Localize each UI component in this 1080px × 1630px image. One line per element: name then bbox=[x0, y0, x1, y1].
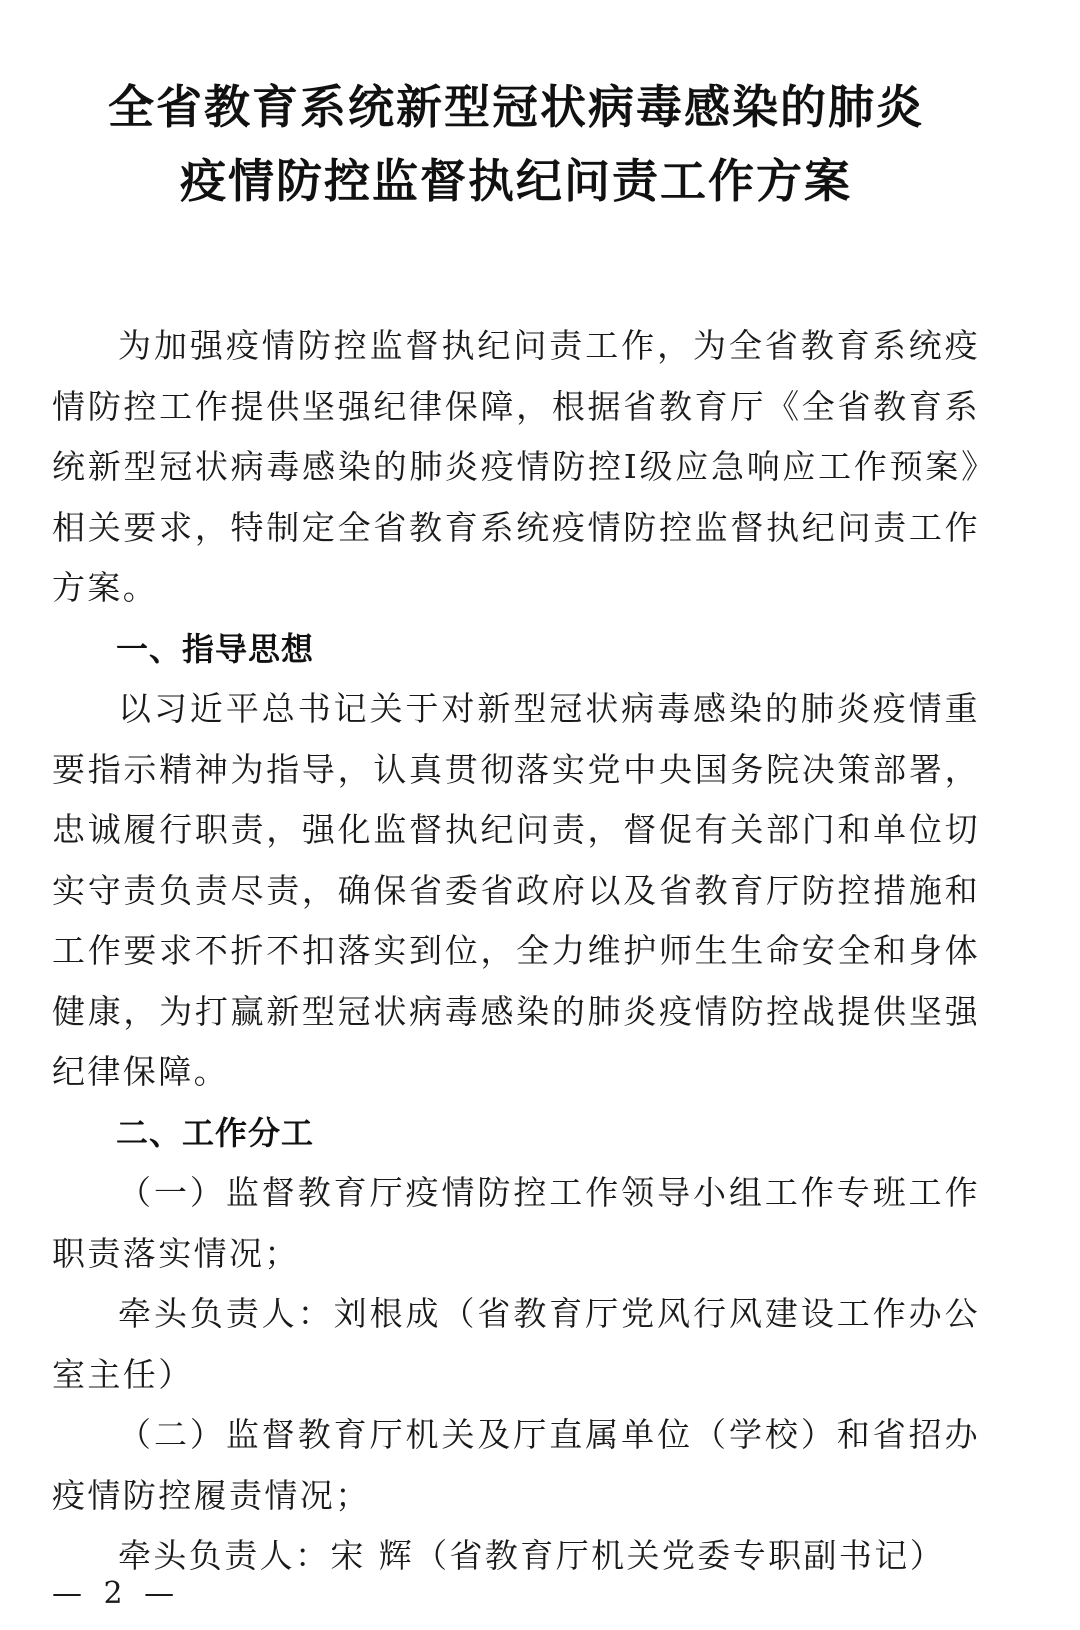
title-line-1: 全省教育系统新型冠状病毒感染的肺炎 bbox=[108, 80, 924, 134]
title-line-2: 疫情防控监督执纪问责工作方案 bbox=[180, 154, 852, 208]
page-number: — 2 — bbox=[52, 1576, 181, 1611]
section-2-item-2: （二）监督教育厅机关及厅直属单位（学校）和省招办疫情防控履责情况； bbox=[52, 1415, 980, 1515]
section-1-paragraph: 以习近平总书记关于对新型冠状病毒感染的肺炎疫情重要指示精神为指导，认真贯彻落实党中央国务院决策部署，忠诚履行职责，强化监督执纪问责，督促有关部门和单位切实守责负责尽责，确保省委省政府以及省教育厅防控措施和工作要求不折不扣落实到位，全力维护师生生命安全和身体健康，为打赢新型冠状病毒感染的肺炎疫情防控战提供坚强纪律保障。 bbox=[52, 689, 980, 1091]
document-title bbox=[52, 0, 980, 218]
section-2-heading: 二、工作分工 bbox=[116, 1113, 315, 1152]
section-1-heading: 一、指导思想 bbox=[116, 629, 315, 668]
document-body bbox=[52, 316, 980, 1587]
intro-paragraph: 为加强疫情防控监督执纪问责工作，为全省教育系统疫情防控工作提供坚强纪律保障，根据省教育厅《全省教育系统新型冠状病毒感染的肺炎疫情防控Ⅰ级应急响应工作预案》相关要求，特制定全省教育系统疫情防控监督执纪问责工作方案。 bbox=[52, 326, 980, 607]
section-2-item-1: （一）监督教育厅疫情防控工作领导小组工作专班工作职责落实情况； bbox=[52, 1173, 980, 1273]
section-2-item-1-lead: 牵头负责人：刘根成（省教育厅党风行风建设工作办公室主任） bbox=[52, 1294, 980, 1394]
section-2-item-2-lead: 牵头负责人：宋 辉（省教育厅机关党委专职副书记） bbox=[118, 1536, 946, 1575]
